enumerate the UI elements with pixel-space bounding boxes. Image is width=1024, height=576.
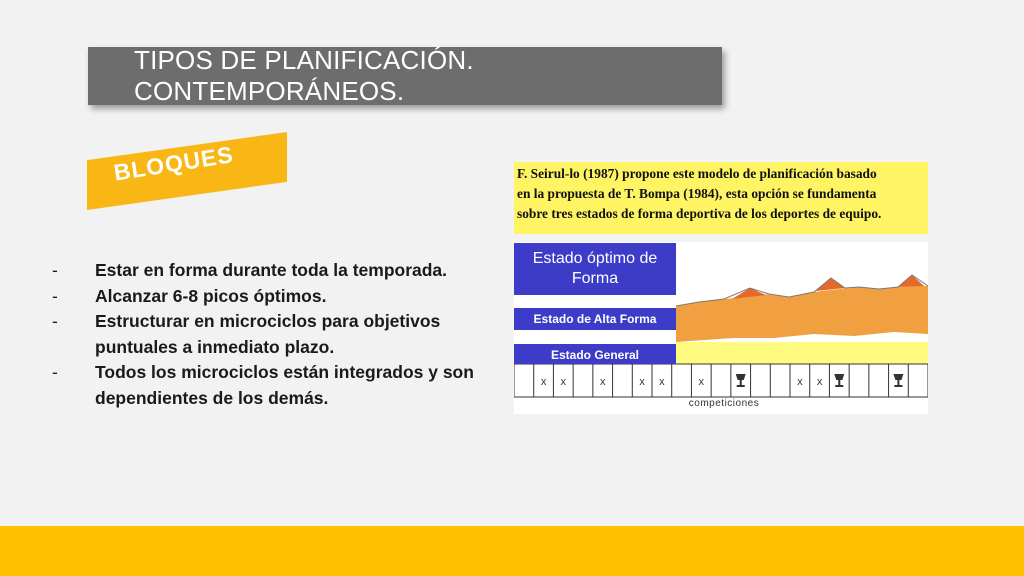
slide-title: TIPOS DE PLANIFICACIÓN. CONTEMPORÁNEOS. xyxy=(134,45,474,106)
seirul-lo-figure xyxy=(514,162,928,414)
bullet-text: Alcanzar 6-8 picos óptimos. xyxy=(95,285,327,306)
bullet-item xyxy=(52,284,492,310)
bullet-dash: - xyxy=(52,311,58,331)
caption-line: sobre tres estados de forma deportiva de los deportes de equipo. xyxy=(517,206,882,221)
bullet-text: Estar en forma durante toda la temporada. xyxy=(95,260,448,280)
bottom-accent-bar xyxy=(0,526,1024,576)
title-banner xyxy=(88,47,722,105)
strip-mark-x: x xyxy=(560,376,567,388)
bullet-item xyxy=(52,309,492,360)
bullet-dash: - xyxy=(52,362,58,382)
strip-mark-x: x xyxy=(540,376,547,388)
strip-mark-x: x xyxy=(797,376,803,388)
label-estado-general: Estado General xyxy=(514,344,676,364)
caption-line: en la propuesta de T. Bompa (1984), esta opción se fundamenta xyxy=(517,186,877,201)
general-band xyxy=(676,342,928,364)
bullet-dash: - xyxy=(52,260,58,280)
strip-mark-x: x xyxy=(639,376,645,388)
figure-caption xyxy=(514,162,928,234)
caption-line: F. Seirul-lo (1987) propone este modelo de planificación basado xyxy=(517,166,877,181)
strip-mark-x: x xyxy=(816,376,823,388)
bloques-tag-label: BLOQUES xyxy=(112,141,236,186)
bullet-item xyxy=(52,258,492,284)
label-estado-optimo: Estado óptimo de Forma xyxy=(514,243,676,295)
competitions-label: competiciones xyxy=(688,398,760,409)
competition-strip xyxy=(514,364,928,397)
bullet-dash: - xyxy=(52,285,58,306)
forma-diagram xyxy=(514,242,928,414)
strip-mark-x: x xyxy=(599,376,606,388)
bullet-list xyxy=(52,258,492,411)
bullet-item xyxy=(52,360,492,411)
label-alta-forma: Estado de Alta Forma xyxy=(514,308,676,330)
strip-mark-x: x xyxy=(698,376,705,388)
strip-mark-x: x xyxy=(659,376,665,388)
bullet-text: Todos los microciclos están integrados y son dependientes de los demás. xyxy=(95,362,474,408)
bullet-text: Estructurar en microciclos para objetivos puntuales a inmediato plazo. xyxy=(95,311,441,357)
